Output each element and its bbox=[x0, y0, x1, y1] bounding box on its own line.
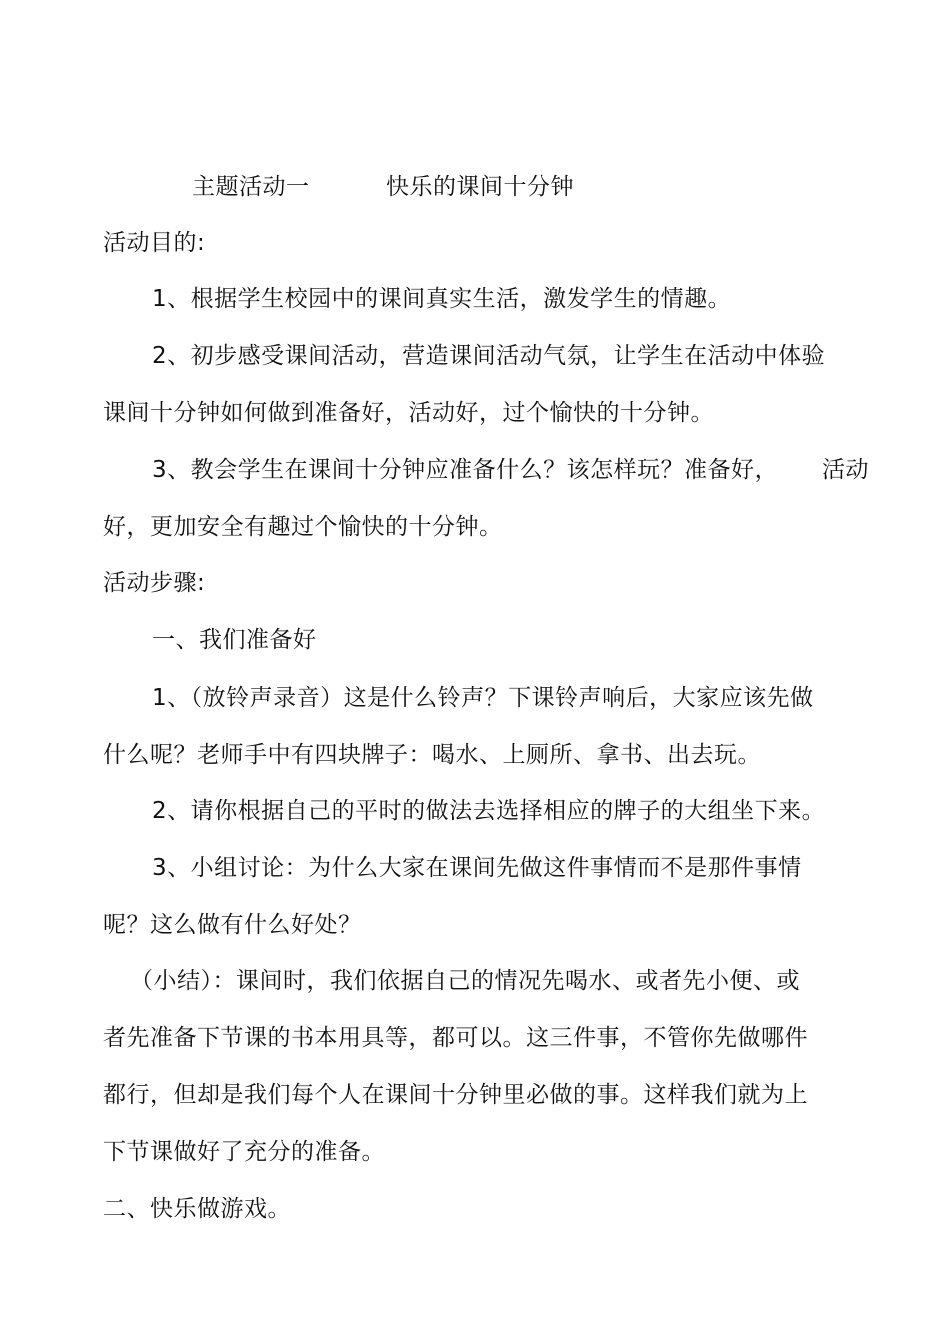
summary-line: 下节课做好了充分的准备。 bbox=[103, 1139, 385, 1165]
section-heading-steps: 活动步骤: bbox=[103, 570, 206, 596]
paragraph-line: 什么呢？老师手中有四块牌子：喝水、上厕所、拿书、出去玩。 bbox=[103, 742, 761, 768]
paragraph-line: 3、教会学生在课间十分钟应准备什么？该怎样玩？准备好， bbox=[152, 457, 779, 483]
paragraph-line: 好，更加安全有趣过个愉快的十分钟。 bbox=[103, 514, 503, 540]
paragraph-line: 1、（放铃声录音）这是什么铃声？下课铃声响后，大家应该先做 bbox=[152, 685, 814, 711]
paragraph-line: 3、小组讨论：为什么大家在课间先做这件事情而不是那件事情 bbox=[152, 855, 802, 881]
paragraph-line: 课间十分钟如何做到准备好，活动好，过个愉快的十分钟。 bbox=[103, 400, 714, 426]
paragraph-line-tail: 活动 bbox=[822, 457, 869, 483]
subsection-heading: 二、快乐做游戏。 bbox=[103, 1196, 291, 1222]
document-title-part2: 快乐的课间十分钟 bbox=[386, 174, 574, 200]
paragraph-line: 呢？这么做有什么好处？ bbox=[103, 912, 362, 938]
summary-line: （小结）：课间时，我们依据自己的情况先喝水、或者先小便、或 bbox=[130, 968, 800, 994]
summary-line: 都行，但却是我们每个人在课间十分钟里必做的事。这样我们就为上 bbox=[103, 1082, 808, 1108]
subsection-heading: 一、我们准备好 bbox=[152, 627, 317, 653]
document-title-part1: 主题活动一 bbox=[192, 174, 310, 200]
summary-line: 者先准备下节课的书本用具等，都可以。这三件事，不管你先做哪件 bbox=[103, 1025, 808, 1051]
paragraph-line: 2、初步感受课间活动，营造课间活动气氛，让学生在活动中体验 bbox=[152, 343, 826, 369]
section-heading-goals: 活动目的: bbox=[103, 230, 206, 256]
paragraph-line: 1、根据学生校园中的课间真实生活，激发学生的情趣。 bbox=[152, 286, 732, 312]
paragraph-line: 2、请你根据自己的平时的做法去选择相应的牌子的大组坐下来。 bbox=[152, 798, 826, 824]
